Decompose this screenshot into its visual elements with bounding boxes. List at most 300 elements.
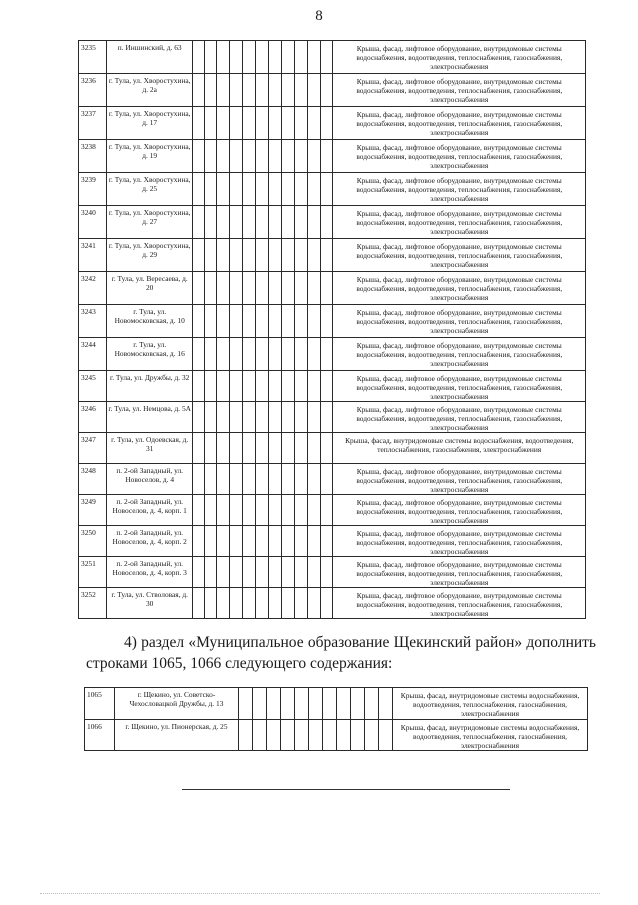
empty-cell xyxy=(205,495,217,526)
row-works: Крыша, фасад, внутридомовые системы водоснабжения, водоотведения, теплоснабжения, газоснабжения, электроснабжения xyxy=(333,433,586,464)
empty-cell xyxy=(217,239,230,272)
table-row xyxy=(85,688,588,720)
empty-cell xyxy=(268,173,281,206)
empty-cell xyxy=(294,74,307,107)
empty-cell xyxy=(379,688,393,720)
empty-cell xyxy=(229,526,242,557)
empty-cell xyxy=(307,206,320,239)
empty-cell xyxy=(253,688,267,720)
empty-cell xyxy=(281,41,294,74)
empty-cell xyxy=(193,41,205,74)
row-number: 3251 xyxy=(79,557,107,588)
empty-cell xyxy=(229,41,242,74)
table-row xyxy=(79,206,586,239)
empty-cell xyxy=(268,371,281,402)
row-works: Крыша, фасад, лифтовое оборудование, внутридомовые системы водоснабжения, водоотведения, теплоснабжения, газоснабжения, электроснабжения xyxy=(333,107,586,140)
empty-cell xyxy=(337,688,351,720)
empty-cell xyxy=(217,107,230,140)
empty-cell xyxy=(205,140,217,173)
row-works: Крыша, фасад, лифтовое оборудование, внутридомовые системы водоснабжения, водоотведения, теплоснабжения, газоснабжения, электроснабжения xyxy=(333,526,586,557)
empty-cell xyxy=(205,239,217,272)
empty-cell xyxy=(242,206,255,239)
empty-cell xyxy=(323,688,337,720)
empty-cell xyxy=(217,371,230,402)
empty-cell xyxy=(229,402,242,433)
empty-cell xyxy=(281,495,294,526)
empty-cell xyxy=(268,305,281,338)
empty-cell xyxy=(281,107,294,140)
empty-cell xyxy=(268,338,281,371)
empty-cell xyxy=(268,239,281,272)
empty-cell xyxy=(255,433,268,464)
section-heading: 4) раздел «Муниципальное образование Щекинский район» дополнить строками 1065, 1066 следующего содержания: xyxy=(86,634,596,672)
empty-cell xyxy=(193,305,205,338)
empty-cell xyxy=(242,464,255,495)
row-number: 3237 xyxy=(79,107,107,140)
empty-cell xyxy=(281,588,294,619)
housing-table-shchekino xyxy=(84,687,588,751)
table-row xyxy=(79,272,586,305)
table-row xyxy=(85,720,588,751)
empty-cell xyxy=(229,495,242,526)
row-number: 3235 xyxy=(79,41,107,74)
row-address: г. Щекино, ул. Пионерская, д. 25 xyxy=(115,720,239,751)
empty-cell xyxy=(229,338,242,371)
empty-cell xyxy=(242,433,255,464)
empty-cell xyxy=(365,688,379,720)
row-address: г. Тула, ул. Вересаева, д. 20 xyxy=(107,272,193,305)
empty-cell xyxy=(307,588,320,619)
empty-cell xyxy=(205,338,217,371)
row-address: г. Щекино, ул. Советско-Чехословацкой Дружбы, д. 13 xyxy=(115,688,239,720)
empty-cell xyxy=(193,402,205,433)
empty-cell xyxy=(229,305,242,338)
table-row xyxy=(79,305,586,338)
empty-cell xyxy=(217,173,230,206)
empty-cell xyxy=(217,402,230,433)
row-address: п. 2-ой Западный, ул. Новоселов, д. 4, корп. 3 xyxy=(107,557,193,588)
row-number: 3242 xyxy=(79,272,107,305)
empty-cell xyxy=(205,41,217,74)
empty-cell xyxy=(320,338,333,371)
table-row xyxy=(79,239,586,272)
empty-cell xyxy=(309,688,323,720)
empty-cell xyxy=(255,464,268,495)
empty-cell xyxy=(281,433,294,464)
row-number: 3245 xyxy=(79,371,107,402)
empty-cell xyxy=(255,239,268,272)
row-number: 3248 xyxy=(79,464,107,495)
empty-cell xyxy=(242,173,255,206)
row-works: Крыша, фасад, лифтовое оборудование, внутридомовые системы водоснабжения, водоотведения, теплоснабжения, газоснабжения, электроснабжения xyxy=(333,173,586,206)
table-row xyxy=(79,371,586,402)
empty-cell xyxy=(255,173,268,206)
row-works: Крыша, фасад, лифтовое оборудование, внутридомовые системы водоснабжения, водоотведения, теплоснабжения, газоснабжения, электроснабжения xyxy=(333,206,586,239)
empty-cell xyxy=(268,272,281,305)
empty-cell xyxy=(307,371,320,402)
empty-cell xyxy=(320,464,333,495)
empty-cell xyxy=(205,206,217,239)
empty-cell xyxy=(242,371,255,402)
empty-cell xyxy=(320,433,333,464)
row-works: Крыша, фасад, лифтовое оборудование, внутридомовые системы водоснабжения, водоотведения, теплоснабжения, газоснабжения, электроснабжения xyxy=(333,402,586,433)
empty-cell xyxy=(320,173,333,206)
empty-cell xyxy=(193,495,205,526)
empty-cell xyxy=(294,272,307,305)
empty-cell xyxy=(281,239,294,272)
empty-cell xyxy=(217,433,230,464)
empty-cell xyxy=(255,402,268,433)
empty-cell xyxy=(294,464,307,495)
empty-cell xyxy=(217,495,230,526)
row-number: 3249 xyxy=(79,495,107,526)
empty-cell xyxy=(229,433,242,464)
empty-cell xyxy=(320,402,333,433)
row-number: 3252 xyxy=(79,588,107,619)
row-works: Крыша, фасад, лифтовое оборудование, внутридомовые системы водоснабжения, водоотведения, теплоснабжения, газоснабжения, электроснабжения xyxy=(333,305,586,338)
row-number: 3244 xyxy=(79,338,107,371)
empty-cell xyxy=(294,173,307,206)
empty-cell xyxy=(193,173,205,206)
empty-cell xyxy=(281,688,295,720)
empty-cell xyxy=(242,41,255,74)
empty-cell xyxy=(255,588,268,619)
table-row xyxy=(79,588,586,619)
empty-cell xyxy=(307,173,320,206)
empty-cell xyxy=(268,557,281,588)
empty-cell xyxy=(294,239,307,272)
row-number: 1065 xyxy=(85,688,115,720)
empty-cell xyxy=(217,272,230,305)
empty-cell xyxy=(307,305,320,338)
empty-cell xyxy=(239,720,253,751)
row-works: Крыша, фасад, лифтовое оборудование, внутридомовые системы водоснабжения, водоотведения, теплоснабжения, газоснабжения, электроснабжения xyxy=(333,41,586,74)
table-row xyxy=(79,402,586,433)
empty-cell xyxy=(320,272,333,305)
empty-cell xyxy=(255,140,268,173)
row-number: 1066 xyxy=(85,720,115,751)
empty-cell xyxy=(253,720,267,751)
empty-cell xyxy=(205,433,217,464)
empty-cell xyxy=(320,495,333,526)
empty-cell xyxy=(193,107,205,140)
empty-cell xyxy=(294,371,307,402)
page-number: 8 xyxy=(315,8,323,24)
empty-cell xyxy=(281,74,294,107)
empty-cell xyxy=(242,305,255,338)
table-row xyxy=(79,41,586,74)
row-number: 3236 xyxy=(79,74,107,107)
empty-cell xyxy=(217,74,230,107)
empty-cell xyxy=(229,588,242,619)
empty-cell xyxy=(268,495,281,526)
empty-cell xyxy=(193,206,205,239)
empty-cell xyxy=(294,495,307,526)
empty-cell xyxy=(294,140,307,173)
empty-cell xyxy=(268,140,281,173)
empty-cell xyxy=(229,557,242,588)
row-number: 3246 xyxy=(79,402,107,433)
empty-cell xyxy=(268,588,281,619)
empty-cell xyxy=(295,720,309,751)
empty-cell xyxy=(255,206,268,239)
empty-cell xyxy=(294,338,307,371)
empty-cell xyxy=(281,173,294,206)
empty-cell xyxy=(255,557,268,588)
empty-cell xyxy=(294,305,307,338)
empty-cell xyxy=(281,272,294,305)
empty-cell xyxy=(294,107,307,140)
empty-cell xyxy=(294,557,307,588)
empty-cell xyxy=(193,371,205,402)
empty-cell xyxy=(320,41,333,74)
empty-cell xyxy=(193,338,205,371)
row-address: г. Тула, ул. Дружбы, д. 32 xyxy=(107,371,193,402)
empty-cell xyxy=(255,272,268,305)
empty-cell xyxy=(320,140,333,173)
empty-cell xyxy=(217,41,230,74)
row-address: г. Тула, ул. Хворостухина, д. 2а xyxy=(107,74,193,107)
empty-cell xyxy=(229,74,242,107)
table-row xyxy=(79,338,586,371)
row-works: Крыша, фасад, лифтовое оборудование, внутридомовые системы водоснабжения, водоотведения, теплоснабжения, газоснабжения, электроснабжения xyxy=(333,272,586,305)
row-address: г. Тула, ул. Новомосковская, д. 16 xyxy=(107,338,193,371)
empty-cell xyxy=(267,720,281,751)
empty-cell xyxy=(242,140,255,173)
empty-cell xyxy=(255,371,268,402)
row-address: п. Иншинский, д. 63 xyxy=(107,41,193,74)
empty-cell xyxy=(255,305,268,338)
row-address: г. Тула, ул. Хворостухина, д. 17 xyxy=(107,107,193,140)
empty-cell xyxy=(242,338,255,371)
empty-cell xyxy=(242,495,255,526)
row-address: г. Тула, ул. Новомосковская, д. 10 xyxy=(107,305,193,338)
empty-cell xyxy=(229,464,242,495)
table-row xyxy=(79,74,586,107)
empty-cell xyxy=(365,720,379,751)
empty-cell xyxy=(320,588,333,619)
empty-cell xyxy=(337,720,351,751)
empty-cell xyxy=(307,239,320,272)
empty-cell xyxy=(295,688,309,720)
empty-cell xyxy=(205,107,217,140)
row-number: 3247 xyxy=(79,433,107,464)
empty-cell xyxy=(320,107,333,140)
empty-cell xyxy=(205,526,217,557)
empty-cell xyxy=(242,526,255,557)
table-row xyxy=(79,557,586,588)
empty-cell xyxy=(281,140,294,173)
row-works: Крыша, фасад, лифтовое оборудование, внутридомовые системы водоснабжения, водоотведения, теплоснабжения, газоснабжения, электроснабжения xyxy=(333,239,586,272)
empty-cell xyxy=(229,140,242,173)
empty-cell xyxy=(193,239,205,272)
empty-cell xyxy=(217,588,230,619)
empty-cell xyxy=(267,688,281,720)
empty-cell xyxy=(268,402,281,433)
row-number: 3238 xyxy=(79,140,107,173)
empty-cell xyxy=(205,557,217,588)
empty-cell xyxy=(320,206,333,239)
empty-cell xyxy=(294,433,307,464)
empty-cell xyxy=(294,41,307,74)
row-number: 3240 xyxy=(79,206,107,239)
row-address: п. 2-ой Западный, ул. Новоселов, д. 4 xyxy=(107,464,193,495)
empty-cell xyxy=(307,74,320,107)
row-works: Крыша, фасад, лифтовое оборудование, внутридомовые системы водоснабжения, водоотведения, теплоснабжения, газоснабжения, электроснабжения xyxy=(333,338,586,371)
empty-cell xyxy=(255,107,268,140)
empty-cell xyxy=(268,526,281,557)
empty-cell xyxy=(205,464,217,495)
empty-cell xyxy=(193,433,205,464)
table-row xyxy=(79,464,586,495)
row-address: г. Тула, ул. Хворостухина, д. 27 xyxy=(107,206,193,239)
empty-cell xyxy=(229,371,242,402)
empty-cell xyxy=(268,464,281,495)
empty-cell xyxy=(320,526,333,557)
empty-cell xyxy=(205,74,217,107)
empty-cell xyxy=(307,402,320,433)
table-row xyxy=(79,495,586,526)
empty-cell xyxy=(205,402,217,433)
empty-cell xyxy=(242,588,255,619)
row-works: Крыша, фасад, лифтовое оборудование, внутридомовые системы водоснабжения, водоотведения, теплоснабжения, газоснабжения, электроснабжения xyxy=(333,74,586,107)
empty-cell xyxy=(242,402,255,433)
empty-cell xyxy=(268,41,281,74)
empty-cell xyxy=(217,557,230,588)
empty-cell xyxy=(255,74,268,107)
empty-cell xyxy=(255,526,268,557)
empty-cell xyxy=(229,206,242,239)
empty-cell xyxy=(379,720,393,751)
empty-cell xyxy=(193,464,205,495)
table-row xyxy=(79,526,586,557)
row-number: 3239 xyxy=(79,173,107,206)
empty-cell xyxy=(307,41,320,74)
row-address: п. 2-ой Западный, ул. Новоселов, д. 4, корп. 1 xyxy=(107,495,193,526)
row-address: п. 2-ой Западный, ул. Новоселов, д. 4, корп. 2 xyxy=(107,526,193,557)
empty-cell xyxy=(320,557,333,588)
empty-cell xyxy=(255,495,268,526)
empty-cell xyxy=(281,402,294,433)
empty-cell xyxy=(239,688,253,720)
closing-rule xyxy=(182,789,510,790)
empty-cell xyxy=(294,206,307,239)
row-number: 3243 xyxy=(79,305,107,338)
empty-cell xyxy=(268,433,281,464)
empty-cell xyxy=(281,206,294,239)
empty-cell xyxy=(351,720,365,751)
empty-cell xyxy=(255,41,268,74)
empty-cell xyxy=(307,140,320,173)
empty-cell xyxy=(193,74,205,107)
row-works: Крыша, фасад, лифтовое оборудование, внутридомовые системы водоснабжения, водоотведения, теплоснабжения, газоснабжения, электроснабжения xyxy=(333,557,586,588)
row-works: Крыша, фасад, лифтовое оборудование, внутридомовые системы водоснабжения, водоотведения, теплоснабжения, газоснабжения, электроснабжения xyxy=(333,588,586,619)
empty-cell xyxy=(229,272,242,305)
empty-cell xyxy=(242,107,255,140)
empty-cell xyxy=(307,557,320,588)
empty-cell xyxy=(294,526,307,557)
table-row xyxy=(79,433,586,464)
empty-cell xyxy=(307,464,320,495)
empty-cell xyxy=(205,588,217,619)
empty-cell xyxy=(217,526,230,557)
table-row xyxy=(79,140,586,173)
empty-cell xyxy=(320,371,333,402)
row-works: Крыша, фасад, внутридомовые системы водоснабжения, водоотведения, теплоснабжения, газоснабжения, электроснабжения xyxy=(393,688,588,720)
row-works: Крыша, фасад, лифтовое оборудование, внутридомовые системы водоснабжения, водоотведения, теплоснабжения, газоснабжения, электроснабжения xyxy=(333,464,586,495)
empty-cell xyxy=(217,338,230,371)
row-works: Крыша, фасад, лифтовое оборудование, внутридомовые системы водоснабжения, водоотведения, теплоснабжения, газоснабжения, электроснабжения xyxy=(333,371,586,402)
row-address: г. Тула, ул. Хворостухина, д. 25 xyxy=(107,173,193,206)
empty-cell xyxy=(217,206,230,239)
empty-cell xyxy=(307,107,320,140)
row-works: Крыша, фасад, лифтовое оборудование, внутридомовые системы водоснабжения, водоотведения, теплоснабжения, газоснабжения, электроснабжения xyxy=(333,495,586,526)
table-row xyxy=(79,107,586,140)
empty-cell xyxy=(193,272,205,305)
empty-cell xyxy=(229,173,242,206)
empty-cell xyxy=(268,74,281,107)
empty-cell xyxy=(268,107,281,140)
empty-cell xyxy=(351,688,365,720)
empty-cell xyxy=(205,272,217,305)
empty-cell xyxy=(281,526,294,557)
empty-cell xyxy=(242,239,255,272)
empty-cell xyxy=(294,588,307,619)
row-address: г. Тула, ул. Хворостухина, д. 19 xyxy=(107,140,193,173)
empty-cell xyxy=(323,720,337,751)
row-works: Крыша, фасад, внутридомовые системы водоснабжения, водоотведения, теплоснабжения, газоснабжения, электроснабжения xyxy=(393,720,588,751)
scan-artifact-line xyxy=(40,893,600,894)
empty-cell xyxy=(242,272,255,305)
housing-table-main xyxy=(78,40,586,619)
empty-cell xyxy=(307,433,320,464)
empty-cell xyxy=(229,239,242,272)
empty-cell xyxy=(320,239,333,272)
empty-cell xyxy=(281,557,294,588)
empty-cell xyxy=(193,140,205,173)
empty-cell xyxy=(307,338,320,371)
empty-cell xyxy=(294,402,307,433)
empty-cell xyxy=(193,526,205,557)
empty-cell xyxy=(281,720,295,751)
empty-cell xyxy=(217,464,230,495)
empty-cell xyxy=(205,173,217,206)
empty-cell xyxy=(255,338,268,371)
empty-cell xyxy=(307,495,320,526)
empty-cell xyxy=(217,140,230,173)
empty-cell xyxy=(205,371,217,402)
empty-cell xyxy=(281,464,294,495)
empty-cell xyxy=(307,526,320,557)
table-row xyxy=(79,173,586,206)
empty-cell xyxy=(242,74,255,107)
empty-cell xyxy=(193,557,205,588)
row-address: г. Тула, ул. Стволовая, д. 30 xyxy=(107,588,193,619)
row-number: 3241 xyxy=(79,239,107,272)
empty-cell xyxy=(281,338,294,371)
empty-cell xyxy=(320,74,333,107)
empty-cell xyxy=(205,305,217,338)
empty-cell xyxy=(242,557,255,588)
empty-cell xyxy=(320,305,333,338)
empty-cell xyxy=(193,588,205,619)
empty-cell xyxy=(229,107,242,140)
empty-cell xyxy=(281,305,294,338)
row-address: г. Тула, ул. Одоевская, д. 31 xyxy=(107,433,193,464)
row-works: Крыша, фасад, лифтовое оборудование, внутридомовые системы водоснабжения, водоотведения, теплоснабжения, газоснабжения, электроснабжения xyxy=(333,140,586,173)
row-number: 3250 xyxy=(79,526,107,557)
empty-cell xyxy=(281,371,294,402)
